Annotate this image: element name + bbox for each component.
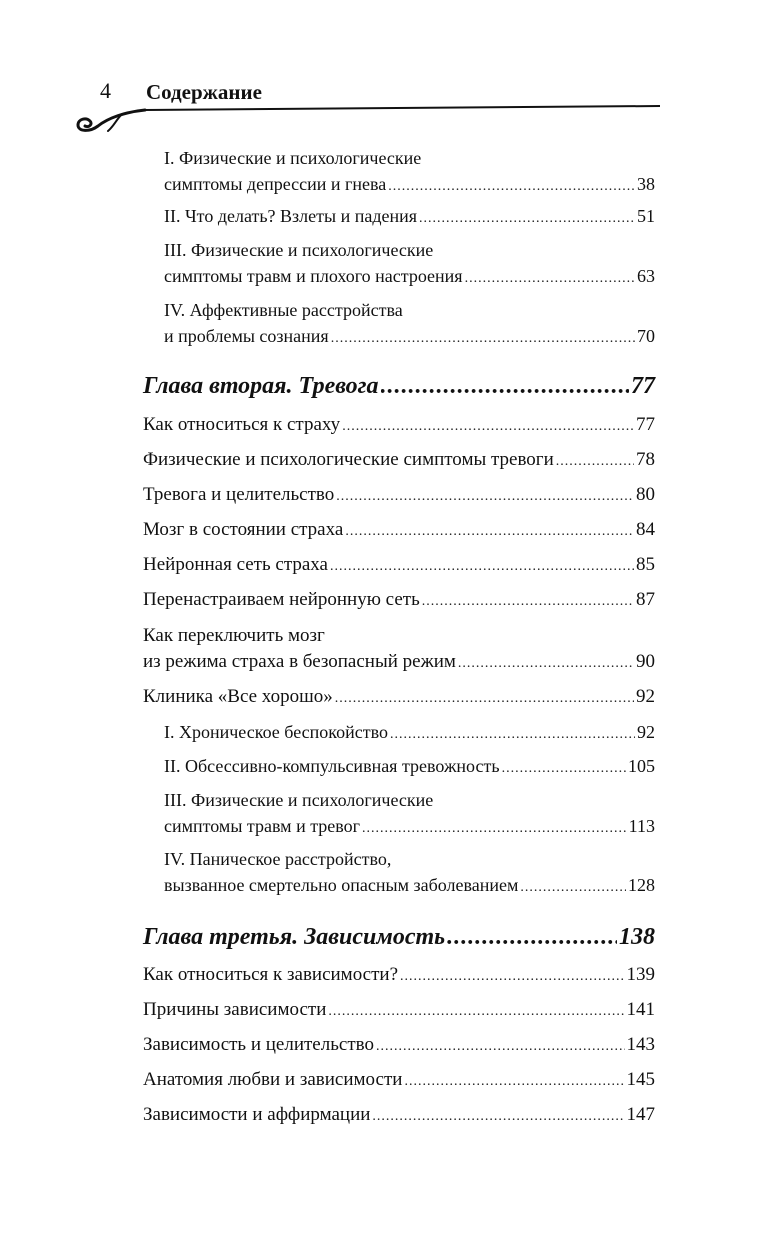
toc-entry-title: I. Хроническое беспокойство (164, 722, 388, 742)
toc-entry-first-line: III. Физические и психологические (164, 790, 434, 810)
toc-page-number: 90 (636, 651, 655, 672)
leader-dots (422, 587, 634, 615)
toc-entry[interactable] (143, 517, 655, 545)
toc-entry-title: Клиника «Все хорошо» (143, 686, 333, 707)
toc-entry-title: Как относиться к страху (143, 414, 341, 435)
toc-entry-title: и проблемы сознания (164, 326, 329, 346)
toc-entry[interactable] (164, 719, 655, 748)
toc-entry[interactable] (164, 787, 655, 842)
toc-entry-title: Зависимости и аффирмации (143, 1104, 371, 1125)
page-header (0, 0, 768, 150)
toc-entry-title: Мозг в состоянии страха (143, 519, 344, 540)
running-head: Содержание (146, 80, 262, 104)
leader-dots (465, 263, 635, 292)
toc-entry[interactable] (164, 203, 655, 232)
toc-page-number: 85 (636, 554, 655, 575)
toc-page-number: 70 (637, 326, 655, 346)
toc-entry-first-line: IV. Аффективные расстройства (164, 300, 403, 320)
toc-chapter-heading[interactable] (143, 371, 655, 401)
leader-dots (388, 171, 635, 200)
leader-dots (520, 872, 626, 901)
leader-dots (556, 447, 634, 475)
toc-entry[interactable] (143, 1102, 655, 1130)
page-number: 4 (100, 78, 111, 103)
toc-entry-title: симптомы травм и плохого настроения (164, 266, 463, 286)
leader-dots (328, 997, 624, 1025)
toc-entry[interactable] (143, 412, 655, 440)
toc-page-number: 143 (626, 1034, 655, 1055)
toc-chapter-heading[interactable] (143, 922, 655, 952)
toc-entry[interactable] (164, 145, 655, 200)
toc-entry-title: II. Обсессивно-компульсивная тревожность (164, 756, 500, 776)
leader-dots (502, 753, 626, 782)
toc-entry[interactable] (143, 962, 655, 990)
toc-entry[interactable] (164, 753, 655, 782)
leader-dots (335, 684, 634, 712)
toc-page-number: 84 (636, 519, 655, 540)
flourish-ornament-icon (70, 98, 670, 138)
toc-entry[interactable] (143, 482, 655, 510)
toc-entry[interactable] (143, 684, 655, 712)
toc-entry[interactable] (143, 623, 655, 677)
leader-dots (342, 412, 634, 440)
toc-page-number: 38 (637, 174, 655, 194)
toc-page-number: 92 (636, 686, 655, 707)
toc-entry-title: из режима страха в безопасный режим (143, 651, 456, 672)
leader-dots (336, 482, 634, 510)
toc-entry-title: Глава вторая. Тревога (143, 373, 379, 399)
toc-page-number: 105 (628, 756, 655, 776)
toc-page-number: 77 (636, 414, 655, 435)
toc-entry[interactable] (164, 297, 655, 352)
toc-entry-first-line: Как переключить мозг (143, 625, 325, 646)
leader-dots (362, 813, 627, 842)
toc-page-number: 92 (637, 722, 655, 742)
toc-page-number: 147 (626, 1104, 655, 1125)
toc-entry-title: Тревога и целительство (143, 484, 335, 505)
toc-entry-title: Нейронная сеть страха (143, 554, 328, 575)
leader-dots (400, 962, 624, 990)
toc-page-number: 128 (628, 875, 655, 895)
leader-dots (331, 323, 635, 352)
toc-entry-title: вызванное смертельно опасным заболеванием (164, 875, 519, 895)
toc-entry[interactable] (143, 1067, 655, 1095)
toc-page-number: 77 (631, 373, 655, 399)
leader-dots (458, 649, 634, 677)
toc-entry[interactable] (164, 237, 655, 292)
toc-entry-title: Физические и психологические симптомы тревоги (143, 449, 554, 470)
toc-entry-title: Глава третья. Зависимость (143, 924, 446, 950)
toc-page-number: 51 (637, 206, 655, 226)
leader-dots (381, 371, 629, 401)
toc-entry-title: Анатомия любви и зависимости (143, 1069, 403, 1090)
toc-entry[interactable] (143, 447, 655, 475)
toc-entry-title: Причины зависимости (143, 999, 327, 1020)
toc-entry[interactable] (143, 997, 655, 1025)
leader-dots (447, 922, 617, 952)
toc-entry-first-line: III. Физические и психологические (164, 240, 434, 260)
toc-entry-first-line: I. Физические и психологические (164, 148, 422, 168)
leader-dots (330, 552, 634, 580)
toc-page-number: 139 (626, 964, 655, 985)
toc-entry[interactable] (143, 1032, 655, 1060)
toc-page-number: 87 (636, 589, 655, 610)
leader-dots (419, 203, 635, 232)
toc-page-number: 113 (628, 816, 655, 836)
toc-page-number: 145 (626, 1069, 655, 1090)
toc-page-number: 138 (619, 924, 655, 950)
toc-page-number: 63 (637, 266, 655, 286)
toc-entry[interactable] (143, 587, 655, 615)
toc-page-number: 80 (636, 484, 655, 505)
toc-entry-title: Перенастраиваем нейронную сеть (143, 589, 420, 610)
leader-dots (372, 1102, 624, 1130)
leader-dots (404, 1067, 624, 1095)
toc-entry-title: Как относиться к зависимости? (143, 964, 399, 985)
toc-page-number: 141 (626, 999, 655, 1020)
toc-entry-first-line: IV. Паническое расстройство, (164, 849, 392, 869)
leader-dots (376, 1032, 625, 1060)
toc-entry[interactable] (143, 552, 655, 580)
toc-entry-title: симптомы депрессии и гнева (164, 174, 387, 194)
leader-dots (390, 719, 635, 748)
toc-entry[interactable] (164, 846, 655, 901)
toc-entry-title: II. Что делать? Взлеты и падения (164, 206, 418, 226)
toc-entry-title: Зависимость и целительство (143, 1034, 374, 1055)
toc-entry-title: симптомы травм и тревог (164, 816, 361, 836)
toc-page-number: 78 (636, 449, 655, 470)
leader-dots (345, 517, 634, 545)
